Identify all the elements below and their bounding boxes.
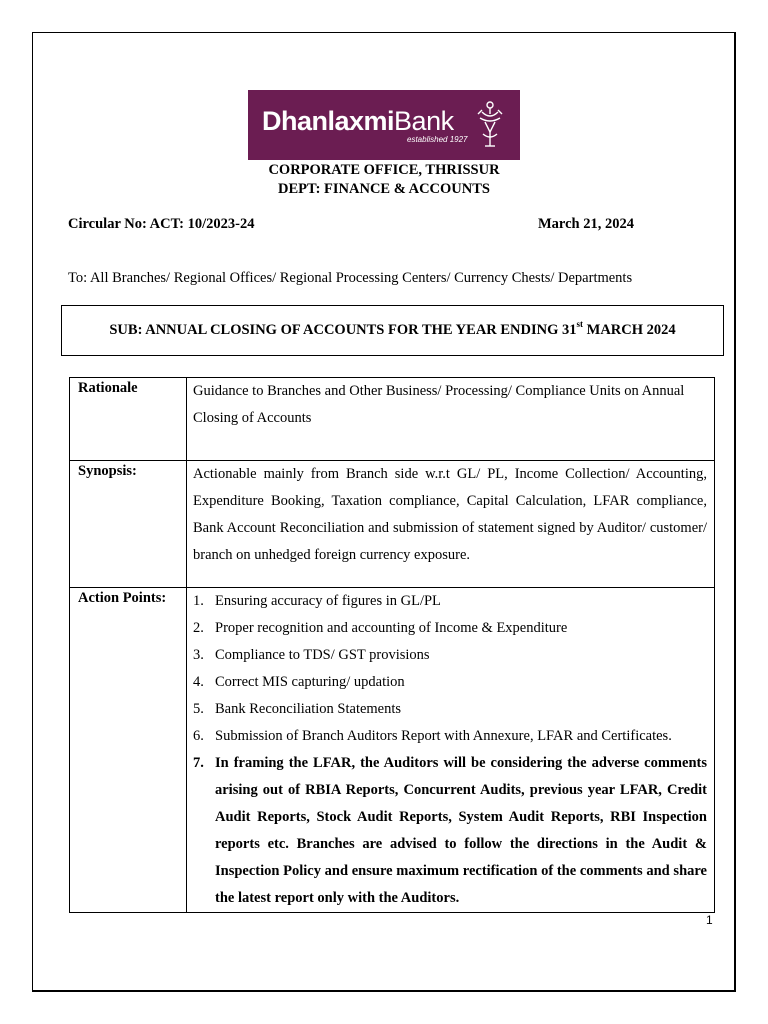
table-row-synopsis — [70, 461, 715, 588]
recipients-line: To: All Branches/ Regional Offices/ Regional Processing Centers/ Currency Chests/ Departments — [68, 270, 633, 286]
logo-tagline: established 1927 — [407, 135, 468, 144]
list-item: 2. Proper recognition and accounting of Income & Expenditure — [193, 620, 568, 636]
subject-box — [61, 305, 724, 356]
subject-text-end: MARCH 2024 — [583, 322, 676, 338]
logo-name-bold: Dhanlaxmi — [262, 106, 395, 136]
logo-name-regular: Bank — [394, 106, 454, 136]
rationale-cell — [187, 378, 715, 461]
list-item: 1. Ensuring accuracy of figures in GL/PL — [193, 593, 441, 609]
list-item: 4. Correct MIS capturing/ updation — [193, 674, 405, 690]
action-points-label: Action Points: — [70, 588, 187, 913]
page-number: 1 — [706, 913, 713, 927]
circular-table — [69, 377, 715, 913]
circular-date: March 21, 2024 — [538, 216, 634, 232]
table-row-rationale — [70, 378, 715, 461]
synopsis-text: Actionable mainly from Branch side w.r.t GL/ PL, Income Collection/ Accounting, Expenditure Booking, Taxation compliance, Capital Calculation, LFAR compliance, Bank Account Reconciliation and submission of statement signed by Auditor/ customer/ branch on unhedged foreign currency exposure. — [193, 466, 707, 563]
table-row-action-points — [70, 588, 715, 913]
subject-prefix: SUB — [109, 322, 138, 338]
subject-text: : ANNUAL CLOSING OF ACCOUNTS FOR THE YEAR ENDING 31 — [137, 322, 577, 338]
rationale-label: Rationale — [70, 378, 187, 461]
list-item: 3. Compliance to TDS/ GST provisions — [193, 647, 430, 663]
lakshmi-lamp-icon — [474, 98, 506, 150]
subject-superscript: st — [576, 319, 584, 330]
list-item: 5. Bank Reconciliation Statements — [193, 701, 402, 717]
list-item: 7. In framing the LFAR, the Auditors will be considering the adverse comments arising out of RBIA Reports, Concurrent Audits, previous year LFAR, Credit Audit Reports, Stock Audit Reports, System Audit Reports, RBI Inspection reports etc. Branches are advised to follow the directions in the Audit & Inspection Policy and ensure maximum rectification of the comments and share the latest report only with the Auditors. — [193, 755, 707, 906]
synopsis-cell — [187, 461, 715, 588]
logo-wordmark — [262, 106, 454, 137]
synopsis-label: Synopsis: — [70, 461, 187, 588]
list-item: 6. Submission of Branch Auditors Report with Annexure, LFAR and Certificates. — [193, 728, 672, 744]
action-points-cell — [187, 588, 715, 913]
bank-logo — [248, 90, 520, 160]
department-heading: DEPT: FINANCE & ACCOUNTS — [277, 181, 490, 197]
office-heading: CORPORATE OFFICE, THRISSUR — [268, 162, 500, 178]
action-points-list — [193, 588, 707, 912]
rationale-text: Guidance to Branches and Other Business/ Processing/ Compliance Units on Annual Closing of Accounts — [193, 383, 685, 426]
circular-number: Circular No: ACT: 10/2023-24 — [68, 216, 255, 232]
